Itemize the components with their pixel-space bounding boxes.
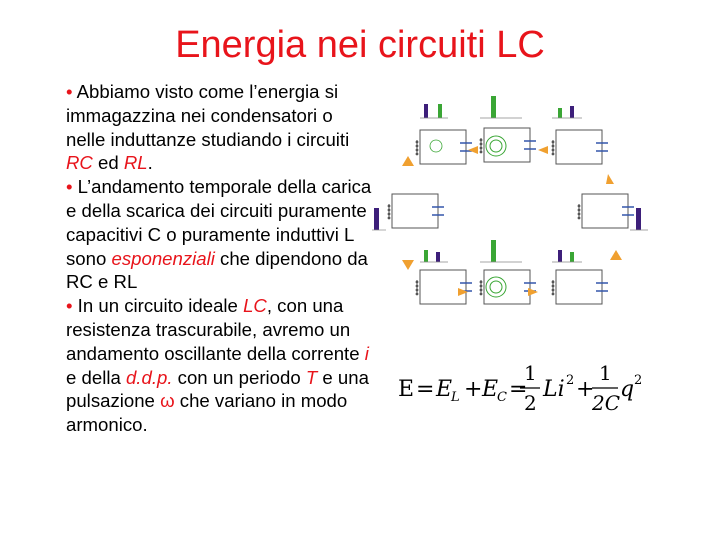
energy-bars-b <box>480 96 522 118</box>
bullet-marker: • <box>66 176 73 198</box>
bullet-3-text-f: che variano in modo armonico. <box>66 390 348 436</box>
formula-term1: Li <box>543 377 565 402</box>
bullet-1-text-c: . <box>147 152 153 174</box>
formula-plus1: + <box>464 377 483 402</box>
circuit-d <box>416 270 472 304</box>
circuit-b <box>480 128 536 162</box>
formula-den2: 2C <box>592 391 621 415</box>
energy-bars-left <box>372 208 386 230</box>
bullet-marker: • <box>66 81 73 102</box>
term-i: i <box>364 342 369 364</box>
circuit-right <box>578 194 634 228</box>
formula-term2: q <box>620 377 635 402</box>
formula-EC-sub: C <box>497 390 507 405</box>
bullet-1 <box>66 80 376 175</box>
body-text <box>66 80 376 437</box>
energy-bars-e <box>480 240 522 262</box>
bullet-1-text-a: Abbiamo visto come l’energia si immagazzina nei condensatori o nelle induttanze studiando i circuiti <box>66 81 350 150</box>
term-rc: RC <box>66 152 93 174</box>
energy-bars-d <box>420 250 448 262</box>
bullet-3-text-e: e una pulsazione <box>66 366 369 412</box>
magnetic-field-b <box>486 136 506 156</box>
formula-exp2: 2 <box>634 373 643 388</box>
energy-formula <box>396 360 646 420</box>
bullet-3 <box>66 294 376 437</box>
term-esponenziali: esponenziali <box>111 247 215 269</box>
formula-eq1: = <box>416 377 435 402</box>
formula-num1: 1 <box>524 361 537 385</box>
energy-bars-a <box>420 104 448 118</box>
formula-plus2: + <box>576 377 595 402</box>
slide-title: Energia nei circuiti LC <box>175 24 545 66</box>
circuit-e <box>480 270 536 304</box>
term-omega: ω <box>160 390 175 412</box>
lc-oscillation-figure <box>372 90 652 340</box>
bullet-3-text-c: e della <box>66 366 126 388</box>
bullet-2 <box>66 175 376 294</box>
formula-E: E <box>398 377 415 402</box>
formula-exp1: 2 <box>566 373 575 388</box>
formula-den1: 2 <box>524 391 537 415</box>
bullet-2-text-b: che dipendono da RC e RL <box>66 247 368 293</box>
term-lc: LC <box>243 295 267 317</box>
bullet-2-text-a: L’andamento temporale della carica e della scarica dei circuiti puramente capacitivi C o puramente induttivi L sono <box>66 176 372 269</box>
formula-eq2: = <box>509 377 528 402</box>
formula-EL: E <box>436 377 453 402</box>
term-ddp: d.d.p. <box>125 366 173 388</box>
formula-EL-sub: L <box>451 390 460 405</box>
formula-num2: 1 <box>599 361 612 385</box>
term-T: T <box>305 366 318 388</box>
bullet-1-text-b: ed <box>92 152 124 174</box>
circuit-c <box>552 130 608 164</box>
bullet-3-text-a: In un circuito ideale <box>72 295 244 317</box>
term-rl: RL <box>123 152 148 174</box>
energy-bars-f <box>552 250 582 262</box>
energy-bars-c <box>552 106 582 118</box>
formula-EC: E <box>482 377 499 402</box>
circuit-left <box>388 194 444 228</box>
bullet-marker: • <box>66 295 73 317</box>
bullet-3-text-b: , con una resistenza trascurabile, avremo un andamento oscillante della corrente <box>66 295 365 364</box>
circuit-f <box>552 270 608 304</box>
cycle-arrows <box>402 146 622 296</box>
circuit-a <box>416 130 472 164</box>
bullet-3-text-d: con un periodo <box>172 366 306 388</box>
energy-bars-right <box>630 208 648 230</box>
